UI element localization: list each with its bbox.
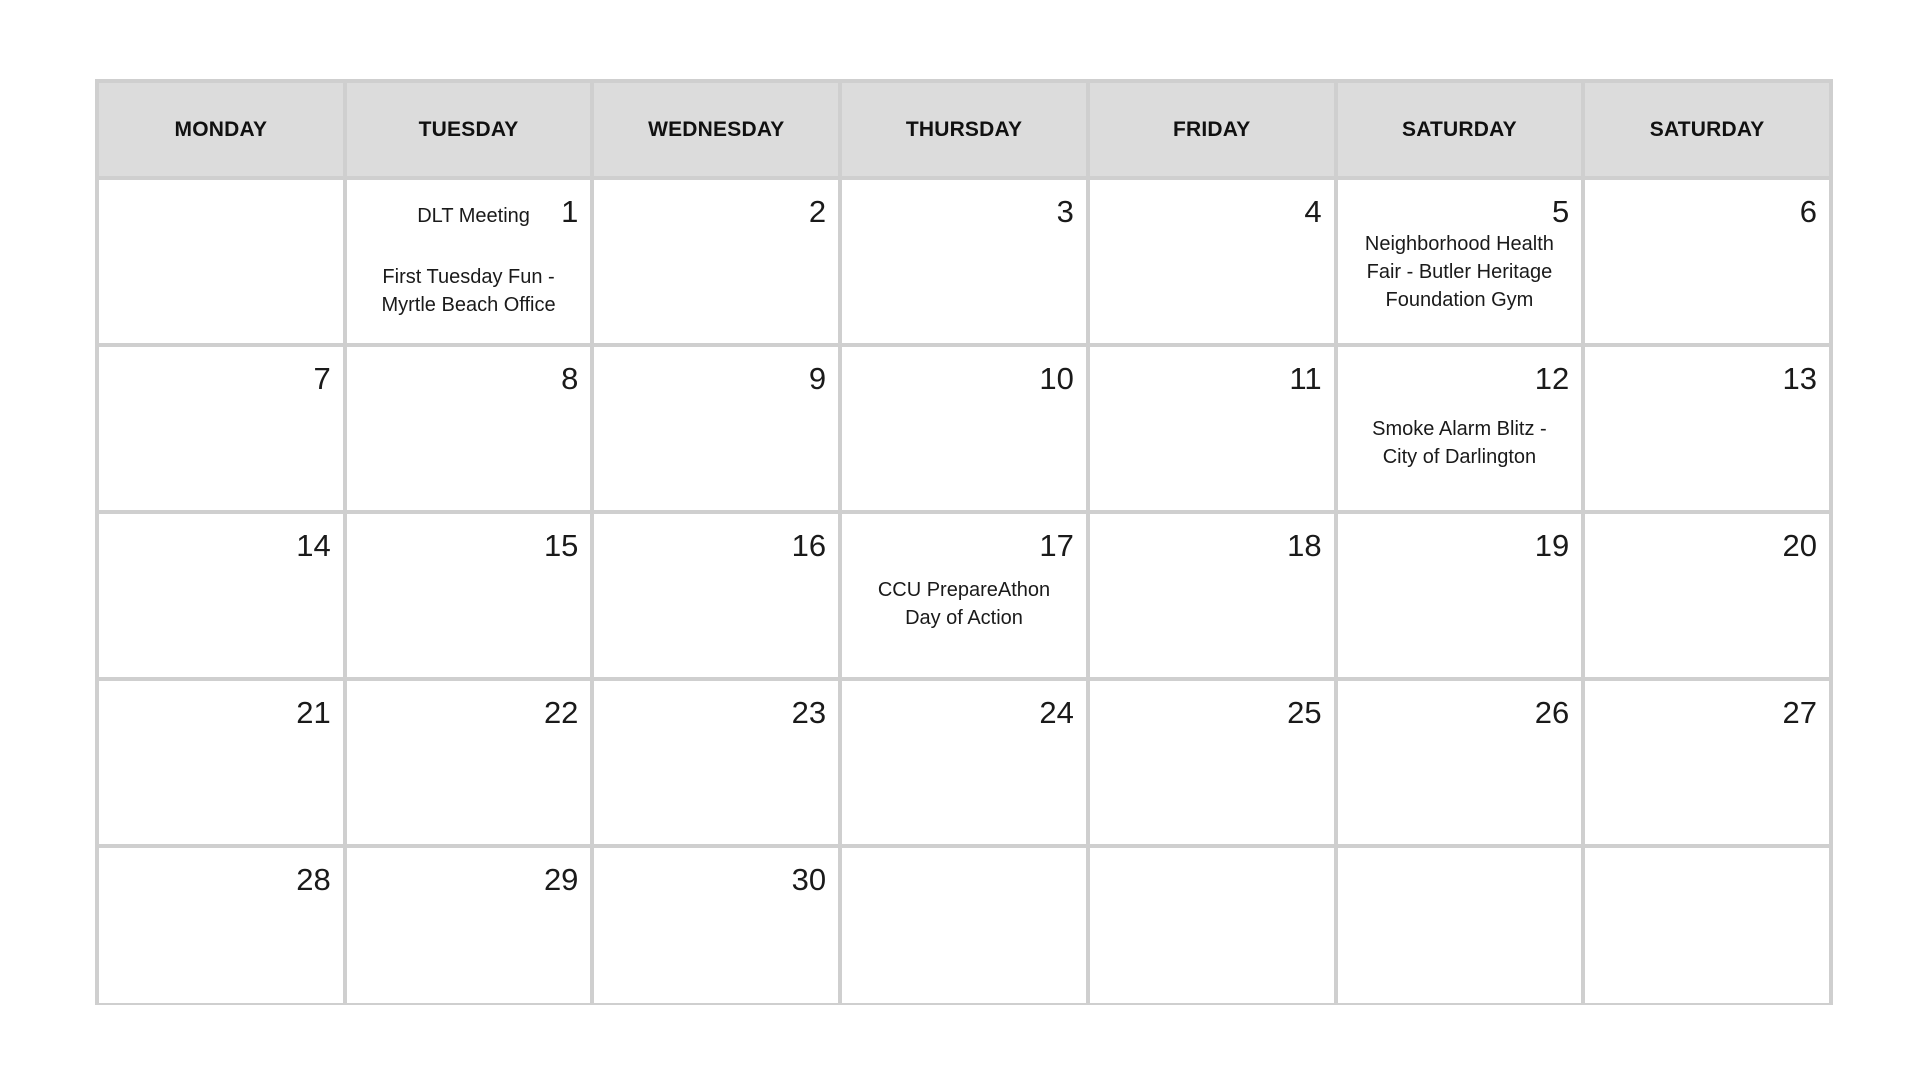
- day-cell-11[interactable]: [1088, 345, 1336, 512]
- day-number: 13: [1782, 361, 1817, 396]
- day-number: 2: [808, 194, 827, 229]
- day-cell-20[interactable]: [1583, 512, 1831, 679]
- day-cell-29[interactable]: [345, 846, 593, 1005]
- day-cell-9[interactable]: [592, 345, 840, 512]
- day-cell-15[interactable]: [345, 512, 593, 679]
- day-cell-empty: [1583, 846, 1831, 1005]
- day-number: 15: [543, 528, 579, 563]
- day-number: 22: [543, 695, 579, 730]
- day-number: 11: [1289, 361, 1322, 396]
- event-ccu-prepareathon[interactable]: CCU PrepareAthon Day of Action: [877, 579, 1051, 629]
- day-number: 18: [1287, 528, 1322, 563]
- weekday-header-saturday-2: SATURDAY: [1583, 81, 1831, 178]
- day-number: 19: [1534, 528, 1570, 563]
- weekday-header-monday: MONDAY: [97, 81, 345, 178]
- day-cell-30[interactable]: [592, 846, 840, 1005]
- event-smoke-alarm-blitz[interactable]: Smoke Alarm Blitz - City of Darlington: [1372, 418, 1547, 468]
- day-number: 28: [296, 862, 331, 897]
- day-cell-6[interactable]: [1583, 178, 1831, 345]
- day-cell-7[interactable]: [97, 345, 345, 512]
- day-number: 3: [1056, 194, 1074, 229]
- day-cell-17[interactable]: [840, 512, 1088, 679]
- day-cell-1[interactable]: [345, 178, 593, 345]
- day-cell-13[interactable]: [1583, 345, 1831, 512]
- day-cell-26[interactable]: [1336, 679, 1584, 846]
- day-cell-empty: [1336, 846, 1584, 1005]
- day-number: 5: [1552, 194, 1570, 229]
- weekday-header-wednesday: WEDNESDAY: [592, 81, 840, 178]
- day-cell-16[interactable]: [592, 512, 840, 679]
- day-number: 29: [543, 862, 579, 897]
- weekday-header-tuesday: TUESDAY: [345, 81, 593, 178]
- day-number: 26: [1534, 695, 1570, 730]
- day-cell-19[interactable]: [1336, 512, 1584, 679]
- day-cell-24[interactable]: [840, 679, 1088, 846]
- day-cell-4[interactable]: [1088, 178, 1336, 345]
- day-cell-3[interactable]: [840, 178, 1088, 345]
- day-number: 24: [1039, 695, 1074, 730]
- day-cell-2[interactable]: [592, 178, 840, 345]
- day-number: 21: [296, 695, 331, 730]
- day-number: 30: [791, 862, 827, 897]
- day-number: 9: [808, 361, 827, 396]
- day-cell-8[interactable]: [345, 345, 593, 512]
- event-neighborhood-health-fair[interactable]: Neighborhood Health Fair - Butler Heritage Foundation Gym: [1364, 233, 1554, 311]
- day-number: 17: [1039, 528, 1074, 563]
- day-number: 20: [1782, 528, 1817, 563]
- weekday-header-friday: FRIDAY: [1088, 81, 1336, 178]
- event-first-tuesday-fun[interactable]: First Tuesday Fun - Myrtle Beach Office: [381, 266, 556, 316]
- day-cell-18[interactable]: [1088, 512, 1336, 679]
- day-number: 25: [1287, 695, 1322, 730]
- day-cell-22[interactable]: [345, 679, 593, 846]
- day-cell-25[interactable]: [1088, 679, 1336, 846]
- day-number: 16: [791, 528, 827, 563]
- day-number: 27: [1782, 695, 1817, 730]
- day-cell-27[interactable]: [1583, 679, 1831, 846]
- day-number: 4: [1304, 194, 1322, 229]
- day-cell-5[interactable]: [1336, 178, 1584, 345]
- day-cell-14[interactable]: [97, 512, 345, 679]
- day-cell-12[interactable]: [1336, 345, 1584, 512]
- month-calendar: [95, 79, 1833, 1005]
- day-number: 12: [1534, 361, 1570, 396]
- day-cell-empty: [97, 178, 345, 345]
- day-cell-10[interactable]: [840, 345, 1088, 512]
- day-cell-28[interactable]: [97, 846, 345, 1005]
- weekday-header-thursday: THURSDAY: [840, 81, 1088, 178]
- day-cell-empty: [1088, 846, 1336, 1005]
- weekday-header-saturday: SATURDAY: [1336, 81, 1584, 178]
- day-number: 23: [791, 695, 827, 730]
- day-number: 8: [561, 361, 579, 396]
- day-number: 14: [296, 528, 331, 563]
- event-dlt-meeting[interactable]: DLT Meeting: [417, 205, 530, 227]
- day-cell-23[interactable]: [592, 679, 840, 846]
- day-number: 10: [1039, 361, 1074, 396]
- day-cell-21[interactable]: [97, 679, 345, 846]
- day-number: 7: [313, 361, 331, 396]
- day-cell-empty: [840, 846, 1088, 1005]
- day-number: 1: [561, 194, 579, 229]
- day-number: 6: [1799, 194, 1817, 229]
